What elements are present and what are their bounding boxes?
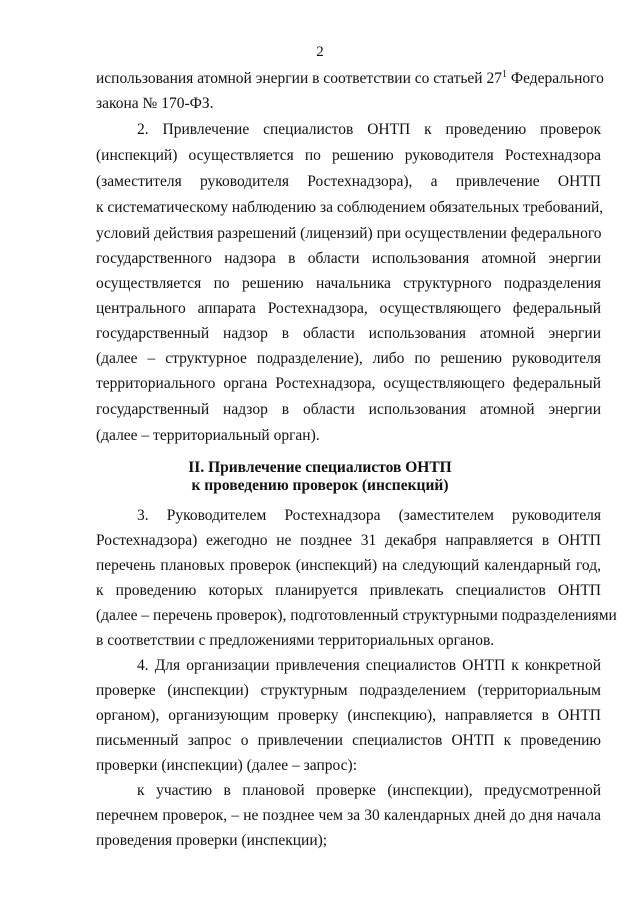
text-line: в соответствии с предложениями территориальных органов.	[96, 632, 495, 649]
text-line: (далее – перечень проверок), подготовленный структурными подразделениями	[96, 607, 617, 624]
text-line: осуществляется по решению начальника структурного подразделения	[96, 275, 601, 292]
text-line: 2. Привлечение специалистов ОНТП к проведению проверок	[137, 121, 601, 138]
text-line: 4. Для организации привлечения специалистов ОНТП к конкретной	[137, 657, 601, 674]
text-line: 3. Руководителем Ростехнадзора (заместителем руководителя	[137, 507, 601, 524]
text-line: закона № 170-ФЗ.	[96, 95, 214, 112]
section-heading: к проведению проверок (инспекций)	[191, 477, 449, 494]
text-line: (заместителя руководителя Ростехнадзора), а привлечение ОНТП	[96, 173, 601, 190]
text-line: проверки (инспекции) (далее – запрос):	[96, 757, 357, 774]
text-line: государственного надзора в области использования атомной энергии	[96, 250, 601, 267]
text-line: центрального аппарата Ростехнадзора, осуществляющего федеральный	[96, 300, 601, 317]
page-number: 2	[316, 44, 324, 60]
text-line: (далее – структурное подразделение), либо по решению руководителя	[96, 350, 601, 367]
text-line: проведения проверки (инспекции);	[96, 832, 328, 849]
superscript: 1	[501, 69, 507, 80]
text-line: (инспекций) осуществляется по решению руководителя Ростехнадзора	[96, 147, 601, 164]
text-line: государственный надзор в области использования атомной энергии	[96, 325, 601, 342]
text-line: проверке (инспекции) структурным подразделением (территориальным	[96, 682, 601, 699]
text-line: Ростехнадзора) ежегодно не позднее 31 декабря направляется в ОНТП	[96, 532, 601, 549]
text-line: территориального органа Ростехнадзора, осуществляющего федеральный	[96, 375, 601, 392]
text-line: использования атомной энергии в соответствии со статьей $27^1$ Федерального	[96, 69, 604, 87]
text-line: к участию в плановой проверке (инспекции), предусмотренной	[137, 782, 601, 799]
text-line: условий действия разрешений (лицензий) при осуществлении федерального	[96, 225, 602, 242]
text-line: перечнем проверок, – не позднее чем за 30 календарных дней до дня начала	[96, 807, 601, 824]
text-line: органом), организующим проверку (инспекцию), направляется в ОНТП	[96, 707, 601, 724]
text-line: государственный надзор в области использования атомной энергии	[96, 401, 601, 418]
text-line: перечень плановых проверок (инспекций) на следующий календарный год,	[96, 557, 601, 574]
text-line: к систематическому наблюдению за соблюдением обязательных требований,	[96, 199, 604, 216]
text-line: письменный запрос о привлечении специалистов ОНТП к проведению	[96, 732, 601, 749]
text-line: (далее – территориальный орган).	[96, 427, 320, 444]
section-heading: II. Привлечение специалистов ОНТП	[188, 459, 452, 476]
text-line: к проведению которых планируется привлекать специалистов ОНТП	[96, 582, 601, 599]
